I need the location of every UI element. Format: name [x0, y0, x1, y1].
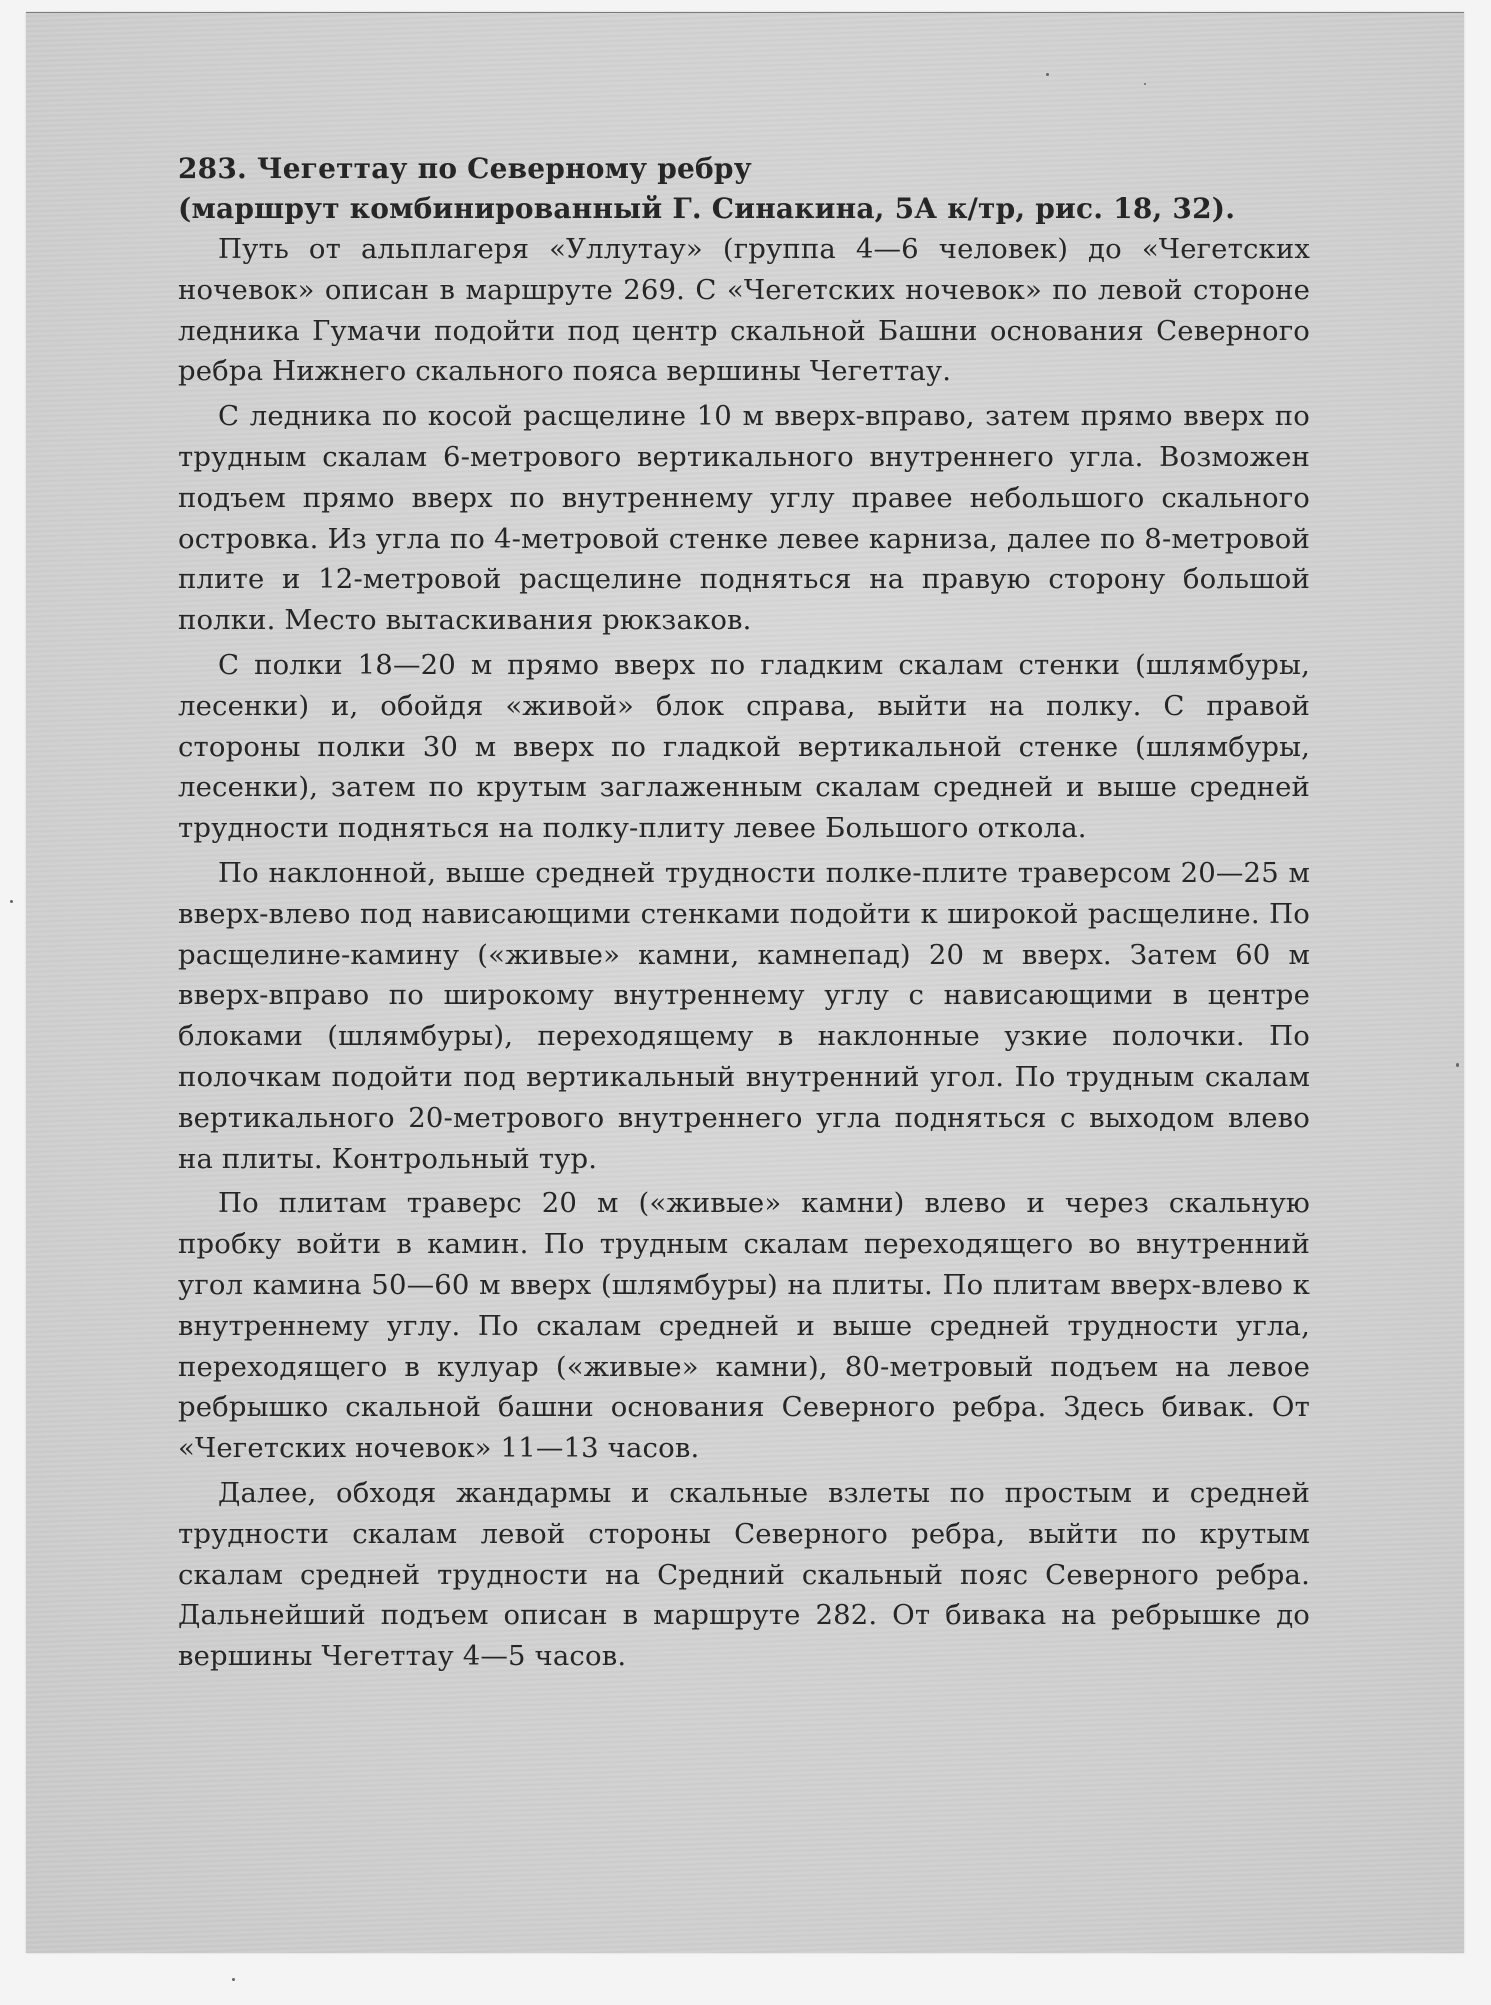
- paper-speck: [1456, 1063, 1459, 1067]
- paragraph: По наклонной, выше средней трудности полке-плите траверсом 20—25 м вверх-влево под нависающими стенками подойти к широкой расщелине. По расщелине-камину («живые» камни, камнепад) 20 м вверх. Затем 60 м вверх-вправо по широкому внутреннему углу с нависающими в центре блоками (шлямбуры), переходящему в наклонные узкие полочки. По полочкам подойти под вертикальный внутренний угол. По трудным скалам вертикального 20-метрового внутреннего угла подняться с выходом влево на плиты. Контрольный тур.: [178, 856, 1310, 1175]
- dust-speck: [232, 1978, 235, 1981]
- route-number: 283.: [178, 152, 247, 185]
- scanned-page: [26, 12, 1464, 1953]
- paragraph: С ледника по косой расщелине 10 м вверх-вправо, затем прямо вверх по трудным скалам 6-метрового вертикального внутреннего угла. Возможен подъем прямо вверх по внутреннему углу правее небольшого скального островка. Из угла по 4-метровой стенке левее карниза, далее по 8-метровой плите и 12-метровой расщелине подняться на правую сторону большой полки. Место вытаскивания рюкзаков.: [178, 400, 1310, 637]
- paragraph: Путь от альплагеря «Уллутау» (группа 4—6 человек) до «Чегетских ночевок» описан в маршруте 269. С «Чегетских ночевок» по левой стороне ледника Гумачи подойти под центр скальной Башни основания Северного ребра Нижнего скального пояса вершины Чегеттау.: [178, 233, 1310, 388]
- paragraph: С полки 18—20 м прямо вверх по гладким скалам стенки (шлямбуры, лесенки) и, обойдя «живой» блок справа, выйти на полку. С правой стороны полки 30 м вверх по гладкой вертикальной стенке (шлямбуры, лесенки), затем по крутым заглаженным скалам средней и выше средней трудности подняться на полку-плиту левее Большого откола.: [178, 648, 1310, 845]
- page-content: [178, 149, 1310, 1677]
- paper-speck: [1046, 73, 1049, 76]
- route-title: Чегеттау по Северному ребру: [256, 152, 752, 185]
- route-subtitle: (маршрут комбинированный Г. Синакина, 5А к/тр, рис. 18, 32).: [178, 192, 1236, 225]
- route-heading: [178, 149, 1310, 189]
- dust-speck: [10, 900, 13, 903]
- paragraph: Далее, обходя жандармы и скальные взлеты по простым и средней трудности скалам левой стороны Северного ребра, выйти по крутым скалам средней трудности на Средний скальный пояс Северного ребра. Дальнейший подъем описан в маршруте 282. От бивака на ребрышке до вершины Чегеттау 4—5 часов.: [178, 1476, 1310, 1673]
- paragraph: По плитам траверс 20 м («живые» камни) влево и через скальную пробку войти в камин. По трудным скалам переходящего во внутренний угол камина 50—60 м вверх (шлямбуры) на плиты. По плитам вверх-влево к внутреннему углу. По скалам средней и выше средней трудности угла, переходящего в кулуар («живые» камни), 80-метровый подъем на левое ребрышко скальной башни основания Северного ребра. Здесь бивак. От «Чегетских ночевок» 11—13 часов.: [178, 1187, 1310, 1465]
- paper-speck: [1144, 83, 1146, 85]
